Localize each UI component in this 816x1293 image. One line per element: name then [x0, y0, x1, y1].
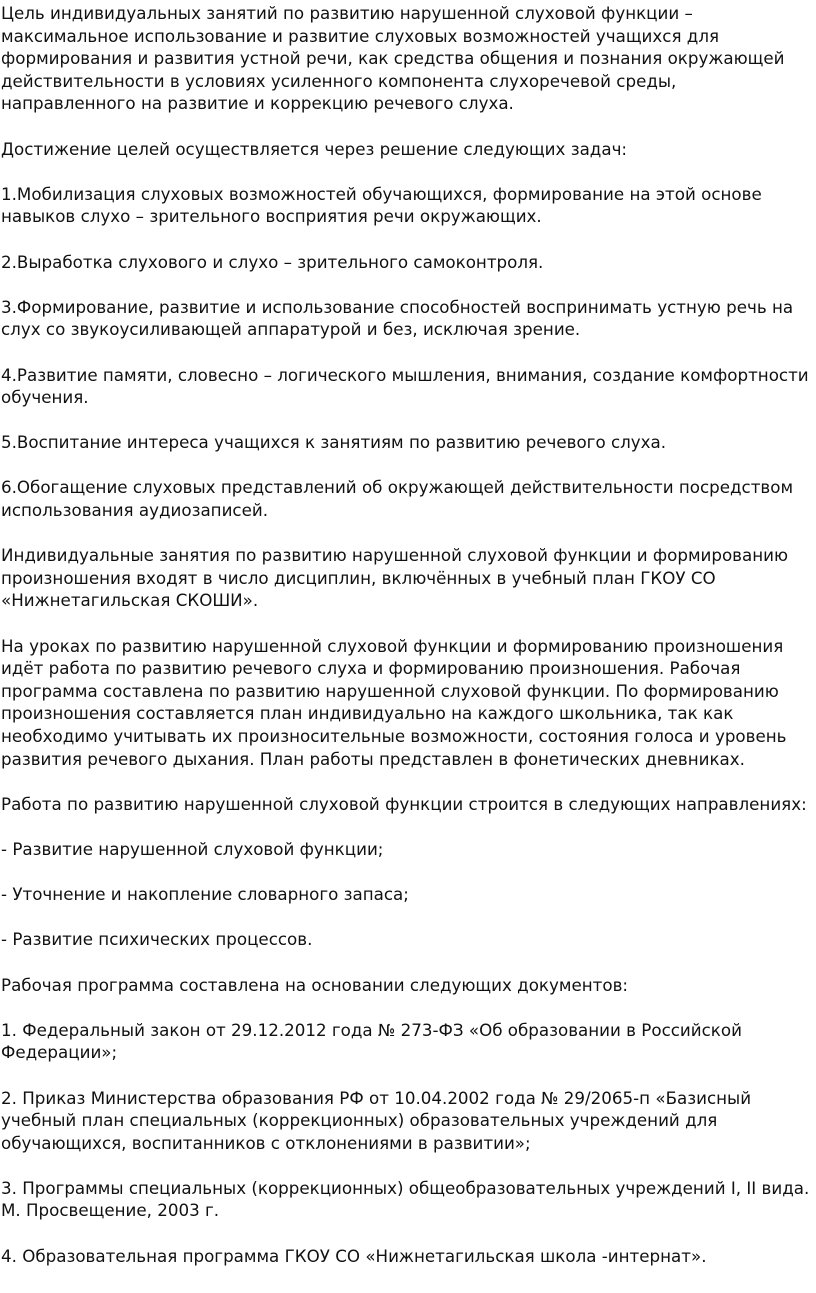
task-item-1: 1.Мобилизация слуховых возможностей обучающихся, формирование на этой основе навыков слухо – зрительного восприятия речи окружающих. — [1, 183, 762, 227]
document-item-1: 1. Федеральный закон от 29.12.2012 года № 273-ФЗ «Об образовании в Российской Федерации»; — [1, 1019, 742, 1063]
document-item-4: 4. Образовательная программа ГКОУ СО «Нижнетагильская школа -интернат». — [1, 1245, 707, 1266]
direction-item-3: - Развитие психических процессов. — [1, 929, 313, 950]
paragraph-lessons: На уроках по развитию нарушенной слуховой функции и формированию произношения идёт работа по развитию речевого слуха и формированию произношения. Рабочая программа составлена по развитию нарушенной слуховой функции. По формированию произношения составляется план индивидуально на каждого школьника, так как необходимо учитывать их произносительные возможности, состояния голоса и уровень развития речевого дыхания. План работы представлен в фонетических дневниках. — [1, 635, 787, 769]
task-item-6: 6.Обогащение слуховых представлений об окружающей действительности посредством использования аудиозаписей. — [1, 477, 794, 521]
task-item-3: 3.Формирование, развитие и использование способностей воспринимать устную речь на слух со звукоусиливающей аппаратурой и без, исключая зрение. — [1, 296, 794, 340]
task-item-5: 5.Воспитание интереса учащихся к занятиям по развитию речевого слуха. — [1, 432, 667, 453]
paragraph-documents-intro: Рабочая программа составлена на основании следующих документов: — [1, 974, 629, 995]
paragraph-goal: Цель индивидуальных занятий по развитию нарушенной слуховой функции – максимальное использование и развитие слуховых возможностей учащихся для формирования и развития устной речи, как средства общения и познания окружающей действительности в условиях усиленного компонента слухоречевой среды, направленного на развитие и коррекцию речевого слуха. — [1, 3, 785, 114]
paragraph-tasks-intro: Достижение целей осуществляется через решение следующих задач: — [1, 138, 628, 159]
direction-item-2: - Уточнение и накопление словарного запаса; — [1, 884, 409, 905]
document-item-3: 3. Программы специальных (коррекционных) общеобразовательных учреждений I, II вида. М. Просвещение, 2003 г. — [1, 1177, 810, 1221]
paragraph-directions-intro: Работа по развитию нарушенной слуховой функции строится в следующих направлениях: — [1, 793, 807, 814]
paragraph-curriculum: Индивидуальные занятия по развитию нарушенной слуховой функции и формированию произношения входят в число дисциплин, включённых в учебный план ГКОУ СО «Нижнетагильская СКОШИ». — [1, 545, 789, 611]
task-item-2: 2.Выработка слухового и слухо – зрительного самоконтроля. — [1, 251, 544, 272]
direction-item-1: - Развитие нарушенной слуховой функции; — [1, 838, 384, 859]
task-item-4: 4.Развитие памяти, словесно – логического мышления, внимания, создание комфортности обучения. — [1, 364, 809, 408]
document-item-2: 2. Приказ Министерства образования РФ от 10.04.2002 года № 29/2065-п «Базисный учебный план специальных (коррекционных) образовательных учреждений для обучающихся, воспитанников с отклонениями в развитии»; — [1, 1087, 752, 1153]
